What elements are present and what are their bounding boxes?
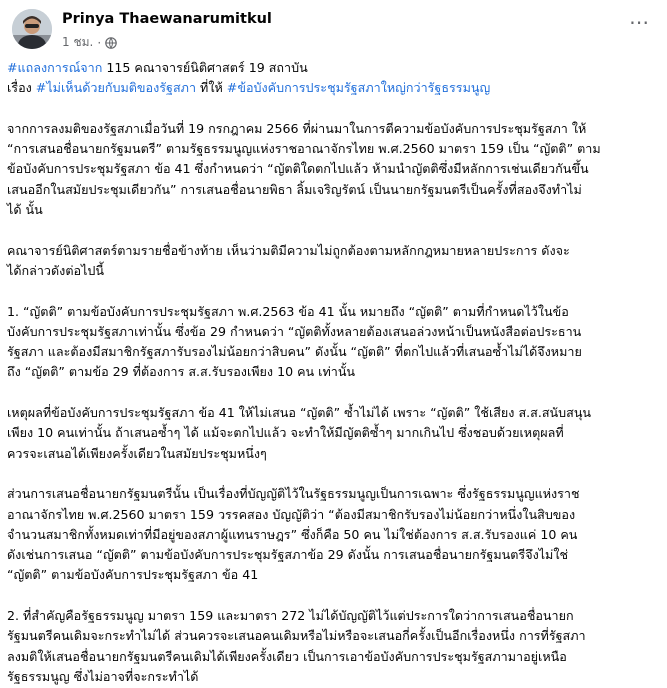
post-line: “การเสนอชื่อนายกรัฐมนตรี” ตามรัฐธรรมนูญแห่งราชอาณาจักรไทย พ.ศ.2560 มาตรา 159 เป็น “ญัตติ” ตาม bbox=[7, 141, 601, 157]
post-line: ส่วนการเสนอชื่อนายกรัฐมนตรีนั้น เป็นเรื่องที่บัญญัติไว้ในรัฐธรรมนูญเป็นการเฉพาะ ซึ่งรัฐธรรมนูญแห่งราช bbox=[7, 486, 580, 502]
post-line: 1. “ญัตติ” ตามข้อบังคับการประชุมรัฐสภา พ.ศ.2563 ข้อ 41 นั้น หมายถึง “ญัตติ” ตามที่กำหนดไว้ในข้อ bbox=[7, 303, 569, 319]
post-header bbox=[0, 0, 667, 58]
post-line: รัฐธรรมนูญ ซึ่งไม่อาจที่จะกระทำได้ bbox=[7, 668, 199, 684]
post-timestamp[interactable]: 1 ชม. bbox=[62, 35, 94, 49]
post-line: รัฐสภา และต้องมีสมาชิกรัฐสภารับรองไม่น้อยกว่าสิบคน” ดังนั้น “ญัตติ” ที่ตกไปแล้วที่เสนอซ้ำไม่ได้จึงหมาย bbox=[7, 344, 582, 360]
avatar[interactable] bbox=[12, 9, 52, 49]
meta-separator: · bbox=[97, 35, 102, 50]
post-line: คณาจารย์นิติศาสตร์ตามรายชื่อข้างท้าย เห็นว่ามติมีความไม่ถูกต้องตามหลักกฎหมายหลายประการ ดังจะ bbox=[7, 242, 570, 258]
post-line: ได้ นั้น bbox=[7, 202, 43, 218]
hashtag-link[interactable]: #ไม่เห็นด้วยกับมติของรัฐสภา bbox=[35, 80, 197, 96]
post-line: ลงมติให้เสนอชื่อนายกรัฐมนตรีคนเดิมได้เพียงครั้งเดียว เป็นการเอาข้อบังคับการประชุมรัฐสภามาอยู่เหนือ bbox=[7, 648, 567, 664]
paragraph-gap bbox=[7, 464, 659, 484]
more-options-icon[interactable]: ⋯ bbox=[629, 10, 649, 34]
post-body bbox=[7, 58, 659, 687]
post-line: จำนวนสมาชิกทั้งหมดเท่าที่มีอยู่ของสภาผู้แทนราษฎร” ซึ่งก็คือ 50 คน ไม่ใช่ต้องการ ส.ส.รับรองแค่ 10 คน bbox=[7, 526, 578, 542]
post-line: อาณาจักรไทย พ.ศ.2560 มาตรา 159 วรรคสอง บัญญัติว่า “ต้องมีสมาชิกรับรองไม่น้อยกว่าหนึ่งในสิบของ bbox=[7, 506, 576, 522]
post-line: ถึง “ญัตติ” ตามข้อ 29 ที่ต้องการ ส.ส.รับรองเพียง 10 คน เท่านั้น bbox=[7, 364, 356, 380]
post-line: ควรจะเสนอได้เพียงครั้งเดียวในสมัยประชุมหนึ่งๆ bbox=[7, 445, 267, 461]
post-line bbox=[7, 78, 659, 98]
post-line: เสนออีกในสมัยประชุมเดียวกัน” การเสนอชื่อนายพิธา ลิ้มเจริญรัตน์ เป็นนายกรัฐมนตรีเป็นครั้งที่สองจึงทำไม่ bbox=[7, 181, 582, 197]
post-line: เพียง 10 คนเท่านั้น ถ้าเสนอซ้ำๆ ได้ แม้จะตกไปแล้ว จะทำให้มีญัตติซ้ำๆ มากเกินไป ซึ่งชอบด้วยเหตุผลที่ bbox=[7, 425, 564, 441]
post-text: เรื่อง bbox=[7, 80, 36, 96]
post-text: 115 คณาจารย์นิติศาสตร์ 19 สถาบัน bbox=[102, 60, 308, 75]
post-text: ที่ให้ bbox=[196, 80, 227, 96]
post-line: ดังเช่นการเสนอ “ญัตติ” ตามข้อบังคับการประชุมรัฐสภาข้อ 29 ดังนั้น การเสนอชื่อนายกรัฐมนตรีจึงไม่ใช่ bbox=[7, 547, 569, 563]
post-line: เหตุผลที่ข้อบังคับการประชุมรัฐสภา ข้อ 41 ให้ไม่เสนอ “ญัตติ” ซ้ำไม่ได้ เพราะ “ญัตติ” ใช้เสียง ส.ส.สนับสนุน bbox=[7, 405, 592, 421]
post-line: บังคับการประชุมรัฐสภาเท่านั้น ซึ่งข้อ 29 กำหนดว่า “ญัตติทั้งหลายต้องเสนอล่วงหน้าเป็นหนังสือต่อประธาน bbox=[7, 323, 582, 339]
paragraph-gap bbox=[7, 99, 659, 119]
paragraph-gap bbox=[7, 383, 659, 403]
author-name[interactable]: Prinya Thaewanarumitkul bbox=[62, 11, 272, 27]
post-line: ได้กล่าวดังต่อไปนี้ bbox=[7, 262, 105, 278]
post-line bbox=[7, 58, 659, 78]
paragraph-gap bbox=[7, 220, 659, 240]
paragraph-gap bbox=[7, 281, 659, 301]
hashtag-link[interactable]: #ข้อบังคับการประชุมรัฐสภาใหญ่กว่ารัฐธรรมนูญ bbox=[226, 80, 491, 96]
post-line: “ญัตติ” ตามข้อบังคับการประชุมรัฐสภา ข้อ 41 bbox=[7, 567, 259, 583]
post-line: จากการลงมติของรัฐสภาเมื่อวันที่ 19 กรกฎาคม 2566 ที่ผ่านมาในการตีความข้อบังคับการประชุมรัฐสภา ให้ bbox=[7, 120, 587, 136]
post-line: 2. ที่สำคัญคือรัฐธรรมนูญ มาตรา 159 และมาตรา 272 ไม่ได้บัญญัติไว้แต่ประการใดว่าการเสนอชื่อนายก bbox=[7, 608, 574, 624]
globe-icon[interactable] bbox=[105, 37, 117, 49]
avatar-image bbox=[12, 9, 52, 49]
hashtag-link[interactable]: #แถลงการณ์จาก bbox=[7, 60, 103, 75]
post-meta bbox=[62, 33, 117, 52]
paragraph-gap bbox=[7, 586, 659, 606]
post-line: ข้อบังคับการประชุมรัฐสภา ข้อ 41 ซึ่งกำหนดว่า “ญัตติใดตกไปแล้ว ห้ามนำญัตติซึ่งมีหลักการเช่นเดียวกันขึ้น bbox=[7, 161, 589, 177]
post-line: รัฐมนตรีคนเดิมจะกระทำไม่ได้ ส่วนควรจะเสนอคนเดิมหรือไม่หรือจะเสนอกี่ครั้งเป็นอีกเรื่องหนึ่ง การที่รัฐสภา bbox=[7, 628, 586, 644]
